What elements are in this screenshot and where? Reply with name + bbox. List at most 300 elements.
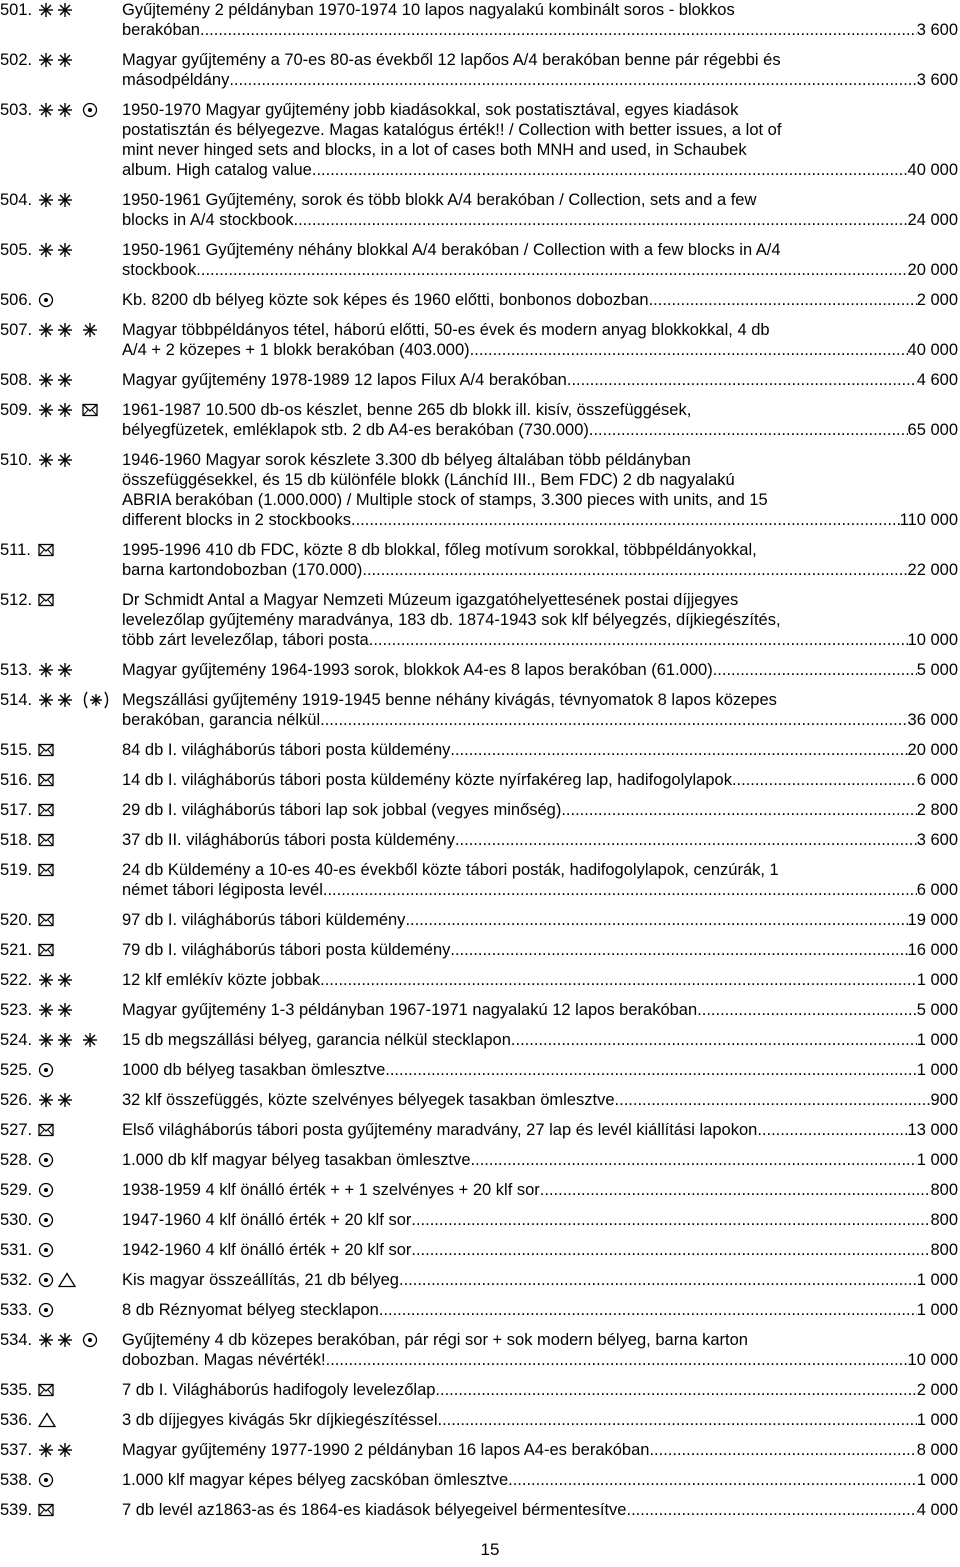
dot-leader (379, 1300, 917, 1320)
dot-leader (196, 260, 907, 280)
lot-number: 515. (0, 741, 33, 759)
lot-number: 538. (0, 1471, 33, 1489)
mint-nh-icon (38, 402, 78, 418)
lot-number: 509. (0, 401, 33, 419)
lot-price: 36 000 (907, 711, 958, 729)
lot-description (122, 540, 958, 580)
dot-leader (435, 1380, 916, 1400)
cover-icon (38, 943, 54, 957)
lot-description (122, 320, 958, 360)
condition-symbols (38, 1240, 54, 1260)
description-line (122, 1470, 958, 1490)
description-text: 37 db II. világháborús tábori posta küldemény (122, 831, 455, 849)
cover-icon (38, 1383, 54, 1397)
condition-symbols (38, 400, 98, 420)
lot-description (122, 1150, 958, 1170)
stationery-icon (58, 1272, 76, 1288)
description-text: 1995-1996 410 db FDC, közte 8 db blokkal, főleg motívum sorokkal, többpéldányokkal, (122, 541, 757, 559)
description-text: album. High catalog value. (122, 161, 317, 179)
description-text: Magyar gyűjtemény a 70-es 80-as évekből 12 lapőos A/4 berakóban benne pár régebbi és (122, 51, 781, 69)
description-line (122, 470, 958, 490)
lot-description (122, 1470, 958, 1490)
description-text: 1946-1960 Magyar sorok készlete 3.300 db bélyeg általában több példányban (122, 451, 691, 469)
description-line (122, 1120, 958, 1140)
mint-hinged-icon (82, 322, 98, 338)
description-line (122, 540, 958, 560)
description-text: Magyar gyűjtemény 1-3 példányban 1967-1971 nagyalakú 12 lapos berakóban (122, 1001, 698, 1019)
description-line (122, 800, 958, 820)
lot-description (122, 940, 958, 960)
description-text: 1000 db bélyeg tasakban ömlesztve (122, 1061, 386, 1079)
mint-nh-icon (38, 1032, 78, 1048)
lot-number: 520. (0, 911, 33, 929)
used-icon (38, 1302, 54, 1318)
description-text: postatisztán és bélyegezve. Magas katalógus érték!! / Collection with better issues, a lot of (122, 121, 782, 139)
dot-leader (589, 420, 908, 440)
lot-description (122, 660, 958, 680)
condition-symbols (38, 1150, 54, 1170)
description-text: 3 db díjjegyes kivágás 5kr díjkiegészítéssel (122, 1411, 438, 1429)
lot-number: 535. (0, 1381, 33, 1399)
lot-price: 900 (930, 1091, 958, 1109)
lot-description (122, 370, 958, 390)
lot-price: 40 000 (907, 341, 958, 359)
lot-price: 1 000 (916, 1061, 958, 1079)
condition-symbols (38, 1470, 54, 1490)
lot-description (122, 240, 958, 280)
used-icon (38, 1212, 54, 1228)
description-line (122, 770, 958, 790)
lot-description (122, 860, 958, 900)
mint-nh-icon (38, 102, 78, 118)
description-text: 32 klf összefüggés, közte szelvényes bélyegek tasakban ömlesztve (122, 1091, 615, 1109)
condition-symbols (38, 370, 78, 390)
lot-price: 40 000 (907, 161, 958, 179)
description-line (122, 260, 958, 280)
cover-icon (38, 543, 54, 557)
description-line (122, 490, 958, 510)
used-icon (38, 292, 54, 308)
cover-icon (38, 1503, 54, 1517)
lot-price: 13 000 (907, 1121, 958, 1139)
lot-description (122, 830, 958, 850)
description-text: levelezőlap gyűjtemény maradványa, 183 db. 1874-1943 sok klf bélyegzés, díjkiegészítés, (122, 611, 781, 629)
description-line (122, 510, 958, 530)
description-text: berakóban (122, 21, 200, 39)
description-line (122, 100, 958, 120)
description-line (122, 0, 958, 20)
condition-symbols (38, 100, 98, 120)
dot-leader (697, 1000, 917, 1020)
description-text: 14 db I. világháborús tábori posta küldemény közte nyírfakéreg lap, hadifogolylapok (122, 771, 732, 789)
lot-number: 534. (0, 1331, 33, 1349)
lot-number: 512. (0, 591, 33, 609)
mint-paren-icon (82, 691, 110, 709)
lot-price: 800 (930, 1241, 958, 1259)
cover-icon (38, 863, 54, 877)
lot-number: 524. (0, 1031, 33, 1049)
description-line (122, 450, 958, 470)
description-text: 7 db I. Világháborús hadifogoly levelezőlap (122, 1381, 436, 1399)
description-line (122, 740, 958, 760)
description-line (122, 630, 958, 650)
lot-number: 518. (0, 831, 33, 849)
description-line (122, 910, 958, 930)
condition-symbols (38, 540, 54, 560)
mint-nh-icon (38, 1442, 78, 1458)
description-text: 1950-1961 Gyűjtemény néhány blokkal A/4 berakóban / Collection with a few blocks in A/4 (122, 241, 781, 259)
lot-description (122, 690, 958, 730)
mint-nh-icon (38, 372, 78, 388)
description-line (122, 340, 958, 360)
description-line (122, 190, 958, 210)
cover-icon (38, 773, 54, 787)
description-line (122, 1440, 958, 1460)
lot-price: 800 (930, 1211, 958, 1229)
lot-price: 2 000 (916, 1381, 958, 1399)
description-line (122, 860, 958, 880)
description-text: 29 db I. világháborús tábori lap sok jobbal (vegyes minőség) (122, 801, 562, 819)
lot-number: 504. (0, 191, 33, 209)
description-text: berakóban, garancia nélkül (122, 711, 321, 729)
mint-nh-icon (38, 2, 78, 18)
lot-price: 4 000 (916, 1501, 958, 1519)
cover-icon (82, 403, 98, 417)
description-line (122, 120, 958, 140)
condition-symbols (38, 1210, 54, 1230)
description-text: másodpéldány (122, 71, 230, 89)
lot-number: 514. (0, 691, 33, 709)
cover-icon (38, 1123, 54, 1137)
lot-number: 536. (0, 1411, 33, 1429)
lot-price: 3 600 (916, 21, 958, 39)
cover-icon (38, 743, 54, 757)
lot-price: 5 000 (916, 661, 958, 679)
lot-description (122, 1000, 958, 1020)
description-line (122, 240, 958, 260)
lot-price: 20 000 (907, 741, 958, 759)
condition-symbols (38, 190, 78, 210)
lot-description (122, 1120, 958, 1140)
dot-leader (320, 710, 907, 730)
description-line (122, 1030, 958, 1050)
mint-nh-icon (38, 692, 78, 708)
description-text: dobozban. Magas névérték! (122, 1351, 326, 1369)
condition-symbols (38, 1090, 78, 1110)
dot-leader (511, 1030, 917, 1050)
description-text: 1947-1960 4 klf önálló érték + 20 klf sor (122, 1211, 412, 1229)
condition-symbols (38, 860, 54, 880)
description-line (122, 590, 958, 610)
lot-number: 510. (0, 451, 33, 469)
description-text: 1942-1960 4 klf önálló érték + 20 klf sor (122, 1241, 412, 1259)
dot-leader (411, 1240, 930, 1260)
lot-number: 532. (0, 1271, 33, 1289)
dot-leader (450, 940, 907, 960)
dot-leader (649, 1440, 916, 1460)
dot-leader (385, 1060, 916, 1080)
dot-leader (200, 20, 917, 40)
description-text: Gyűjtemény 2 példányban 1970-1974 10 lapos nagyalakú kombinált soros - blokkos (122, 1, 735, 19)
condition-symbols (38, 830, 54, 850)
condition-symbols (38, 50, 78, 70)
description-line (122, 560, 958, 580)
lot-description (122, 1380, 958, 1400)
description-text: blocks in A/4 stockbook (122, 211, 294, 229)
description-text: 15 db megszállási bélyeg, garancia nélkül stecklapon (122, 1031, 511, 1049)
description-text: Kis magyar összeállítás, 21 db bélyeg (122, 1271, 399, 1289)
dot-leader (732, 770, 917, 790)
description-line (122, 1270, 958, 1290)
condition-symbols (38, 1410, 56, 1430)
lot-price: 10 000 (907, 631, 958, 649)
mint-nh-icon (38, 972, 78, 988)
dot-leader (540, 1180, 931, 1200)
condition-symbols (38, 1180, 54, 1200)
description-line (122, 210, 958, 230)
dot-leader (316, 160, 907, 180)
mint-nh-icon (38, 52, 78, 68)
description-text: different blocks in 2 stockbooks (122, 511, 351, 529)
dot-leader (649, 290, 917, 310)
lot-price: 6 000 (916, 771, 958, 789)
lot-price: 110 000 (899, 511, 958, 529)
condition-symbols (38, 1270, 76, 1290)
condition-symbols (38, 940, 54, 960)
description-line (122, 160, 958, 180)
lot-number: 517. (0, 801, 33, 819)
condition-symbols (38, 1030, 98, 1050)
description-line (122, 1060, 958, 1080)
condition-symbols (38, 590, 54, 610)
lot-number: 519. (0, 861, 33, 879)
lot-description (122, 1240, 958, 1260)
dot-leader (450, 740, 907, 760)
lot-description (122, 1030, 958, 1050)
description-line (122, 140, 958, 160)
description-line (122, 1000, 958, 1020)
condition-symbols (38, 970, 78, 990)
condition-symbols (38, 1330, 98, 1350)
lot-price: 800 (930, 1181, 958, 1199)
lot-description (122, 290, 958, 310)
description-text: 1961-1987 10.500 db-os készlet, benne 265 db blokk ill. kisív, összefüggések, (122, 401, 692, 419)
lot-description (122, 1060, 958, 1080)
used-icon (38, 1152, 54, 1168)
description-line (122, 400, 958, 420)
dot-leader (323, 880, 917, 900)
lot-description (122, 970, 958, 990)
lot-description (122, 1270, 958, 1290)
description-text: Gyűjtemény 4 db közepes berakóban, pár régi sor + sok modern bélyeg, barna karton (122, 1331, 748, 1349)
lot-price: 16 000 (907, 941, 958, 959)
description-line (122, 1180, 958, 1200)
condition-symbols (38, 1120, 54, 1140)
description-line (122, 1410, 958, 1430)
description-line (122, 940, 958, 960)
lot-price: 1 000 (916, 1301, 958, 1319)
used-icon (82, 102, 98, 118)
condition-symbols (38, 1380, 54, 1400)
lot-price: 10 000 (907, 1351, 958, 1369)
lot-price: 1 000 (916, 1411, 958, 1429)
lot-price: 19 000 (907, 911, 958, 929)
description-line (122, 420, 958, 440)
mint-nh-icon (38, 1332, 78, 1348)
lot-number: 523. (0, 1001, 33, 1019)
page-number: 15 (480, 1540, 500, 1559)
lot-description (122, 100, 958, 180)
description-line (122, 370, 958, 390)
mint-nh-icon (38, 452, 78, 468)
mint-nh-icon (38, 192, 78, 208)
mint-nh-icon (38, 242, 78, 258)
description-line (122, 320, 958, 340)
lot-description (122, 770, 958, 790)
dot-leader (351, 510, 900, 530)
description-line (122, 70, 958, 90)
lot-number: 525. (0, 1061, 33, 1079)
condition-symbols (38, 1300, 54, 1320)
dot-leader (615, 1090, 931, 1110)
description-text: több zárt levelezőlap, tábori posta (122, 631, 369, 649)
lot-number: 521. (0, 941, 33, 959)
description-line (122, 710, 958, 730)
dot-leader (369, 630, 908, 650)
lot-description (122, 1410, 958, 1430)
lot-description (122, 50, 958, 90)
description-text: ABRIA berakóban (1.000.000) / Multiple stock of stamps, 3.300 pieces with units, and 15 (122, 491, 768, 509)
dot-leader (405, 910, 907, 930)
description-line (122, 660, 958, 680)
lot-number: 507. (0, 321, 33, 339)
lot-number: 528. (0, 1151, 33, 1169)
description-line (122, 20, 958, 40)
mint-nh-icon (38, 322, 78, 338)
dot-leader (320, 970, 917, 990)
lot-description (122, 400, 958, 440)
condition-symbols (38, 1000, 78, 1020)
lot-description (122, 190, 958, 230)
lot-number: 501. (0, 1, 33, 19)
lot-price: 8 000 (916, 1441, 958, 1459)
lot-price: 1 000 (916, 1471, 958, 1489)
cover-icon (38, 803, 54, 817)
cover-icon (38, 593, 54, 607)
lot-description (122, 0, 958, 40)
dot-leader (438, 1410, 917, 1430)
condition-symbols (38, 740, 54, 760)
description-text: 1938-1959 4 klf önálló érték + + 1 szelvényes + 20 klf sor (122, 1181, 540, 1199)
condition-symbols (38, 690, 110, 710)
lot-number: 516. (0, 771, 33, 789)
description-line (122, 50, 958, 70)
dot-leader (294, 210, 908, 230)
condition-symbols (38, 1440, 78, 1460)
description-line (122, 1500, 958, 1520)
description-text: 1950-1970 Magyar gyűjtemény jobb kiadásokkal, sok postatisztával, egyes kiadások (122, 101, 739, 119)
lot-description (122, 590, 958, 650)
description-text: 97 db I. világháborús tábori küldemény (122, 911, 406, 929)
condition-symbols (38, 770, 54, 790)
lot-description (122, 1330, 958, 1370)
lot-number: 527. (0, 1121, 33, 1139)
condition-symbols (38, 290, 54, 310)
description-text: összefüggésekkel, és 15 db különféle blokk (Lánchíd III., Bem FDC) 2 db nagyalakú (122, 471, 735, 489)
description-line (122, 1240, 958, 1260)
condition-symbols (38, 910, 54, 930)
lot-number: 511. (0, 541, 31, 559)
lot-number: 508. (0, 371, 33, 389)
description-text: Megszállási gyűjtemény 1919-1945 benne néhány kivágás, tévnyomatok 8 lapos közepes (122, 691, 777, 709)
description-text: Dr Schmidt Antal a Magyar Nemzeti Múzeum igazgatóhelyettesének postai díjjegyes (122, 591, 739, 609)
description-text: Kb. 8200 db bélyeg közte sok képes és 1960 előtti, bonbonos dobozban (122, 291, 649, 309)
dot-leader (713, 660, 917, 680)
lot-number: 529. (0, 1181, 33, 1199)
dot-leader (229, 70, 916, 90)
dot-leader (757, 1120, 907, 1140)
description-text: Magyar gyűjtemény 1977-1990 2 példányban 16 lapos A4-es berakóban (122, 1441, 650, 1459)
lot-description (122, 740, 958, 760)
description-text: barna kartondobozban (170.000) (122, 561, 363, 579)
mint-nh-icon (38, 1002, 78, 1018)
lot-number: 503. (0, 101, 33, 119)
description-text: stockbook (122, 261, 197, 279)
description-line (122, 1300, 958, 1320)
lot-price: 3 600 (916, 71, 958, 89)
condition-symbols (38, 800, 54, 820)
lot-number: 537. (0, 1441, 33, 1459)
description-text: 1950-1961 Gyűjtemény, sorok és több blokk A/4 berakóban / Collection, sets and a few (122, 191, 757, 209)
lot-price: 4 600 (916, 371, 958, 389)
condition-symbols (38, 240, 78, 260)
description-text: Első világháborús tábori posta gyűjtemény maradvány, 27 lap és levél kiállítási lapokon (122, 1121, 758, 1139)
condition-symbols (38, 450, 78, 470)
lot-number: 526. (0, 1091, 33, 1109)
lot-price: 20 000 (907, 261, 958, 279)
stationery-icon (38, 1412, 56, 1428)
description-line (122, 880, 958, 900)
description-text: 1.000 klf magyar képes bélyeg zacskóban ömlesztve (122, 1471, 509, 1489)
description-text: 1.000 db klf magyar bélyeg tasakban ömlesztve (122, 1151, 471, 1169)
dot-leader (362, 560, 907, 580)
dot-leader (561, 800, 916, 820)
used-icon (38, 1472, 54, 1488)
mint-hinged-icon (82, 1032, 98, 1048)
lot-price: 6 000 (916, 881, 958, 899)
dot-leader (471, 1150, 917, 1170)
used-icon (38, 1272, 54, 1288)
lot-number: 530. (0, 1211, 33, 1229)
lot-number: 533. (0, 1301, 33, 1319)
dot-leader (508, 1470, 917, 1490)
lot-price: 1 000 (916, 1271, 958, 1289)
description-line (122, 610, 958, 630)
description-text: német tábori légiposta levél (122, 881, 323, 899)
dot-leader (567, 370, 917, 390)
lot-description (122, 1090, 958, 1110)
description-line (122, 690, 958, 710)
lot-number: 522. (0, 971, 33, 989)
used-icon (38, 1242, 54, 1258)
description-text: 79 db I. világháborús tábori posta küldemény (122, 941, 451, 959)
lot-price: 3 600 (916, 831, 958, 849)
description-text: 7 db levél az1863-as és 1864-es kiadások bélyegeivel bérmentesítve (122, 1501, 627, 1519)
description-text: bélyegfüzetek, emléklapok stb. 2 db A4-es berakóban (730.000) (122, 421, 589, 439)
lot-price: 22 000 (907, 561, 958, 579)
description-line (122, 970, 958, 990)
lot-price: 5 000 (916, 1001, 958, 1019)
